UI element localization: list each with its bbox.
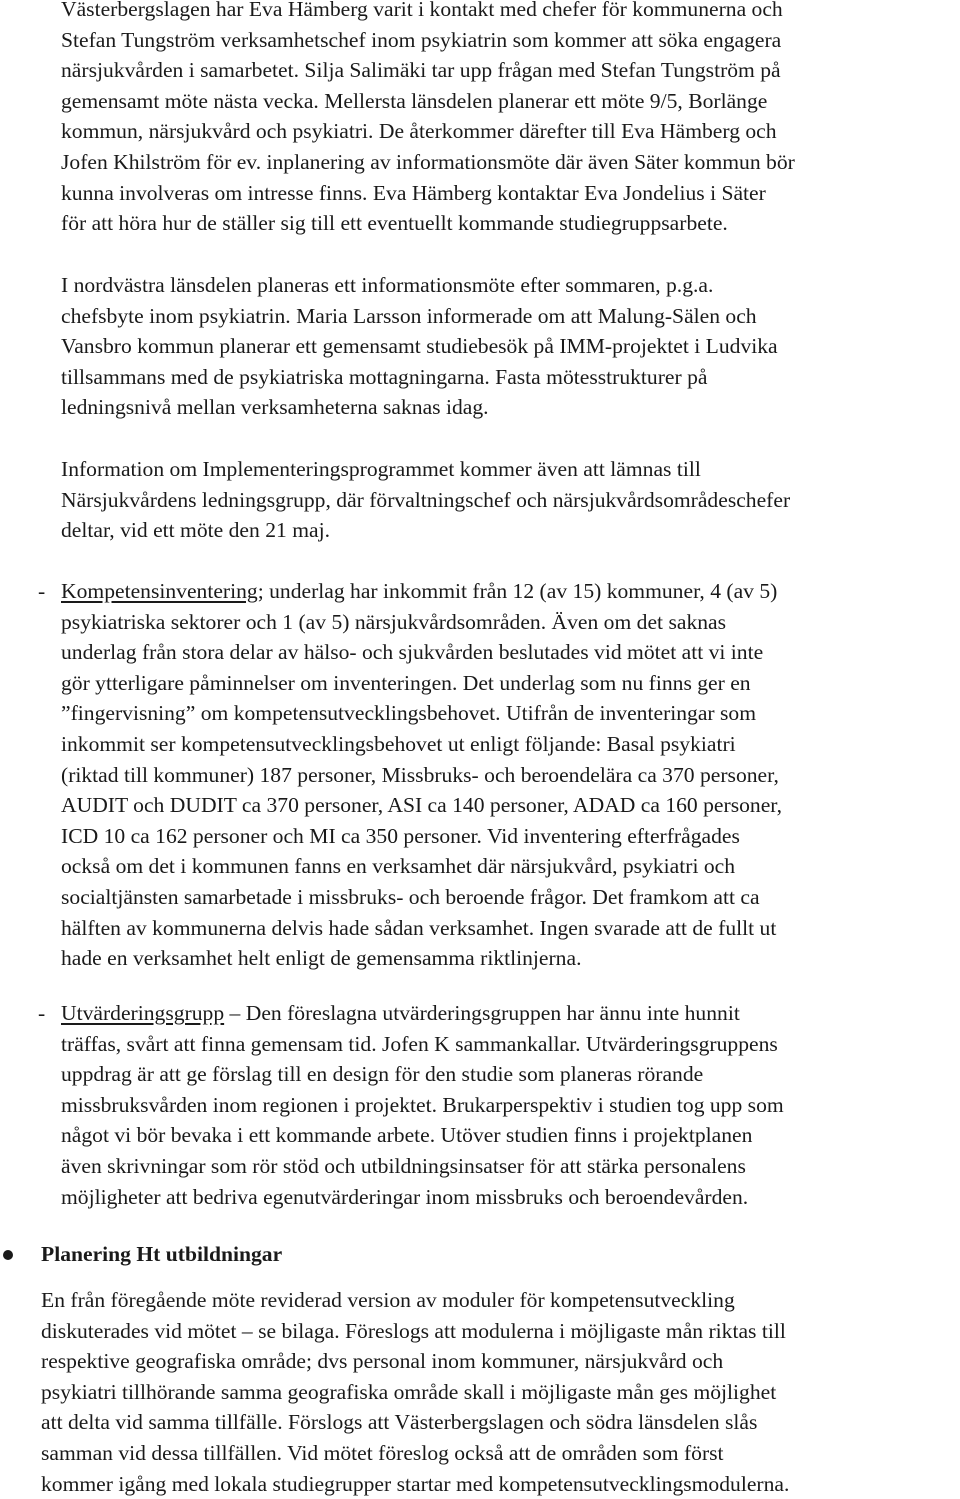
text-line: respektive geografiska område; dvs personal inom kommuner, närsjukvård och [41, 1349, 724, 1374]
text-line: psykiatri tillhörande samma geografiska område skall i möjligaste mån ges möjlighet [41, 1379, 777, 1404]
text-line: deltar, vid ett möte den 21 maj. [61, 518, 330, 543]
text-line: närsjukvården i samarbetet. Silja Salimäki tar upp frågan med Stefan Tungström på [61, 58, 781, 83]
text-line: Stefan Tungström verksamhetschef inom psykiatrin som kommer att söka engagera [61, 27, 782, 52]
text-line: Information om Implementeringsprogrammet kommer även att lämnas till [61, 457, 701, 481]
text-line: uppdrag är att ge förslag till en design för den studie som planeras rörande [61, 1062, 704, 1087]
item-heading-rest: – Den föreslagna utvärderingsgruppen har ännu inte hunnit [224, 1001, 740, 1025]
text-line: samman vid dessa tillfällen. Vid mötet föreslog också att de områden som först [41, 1441, 724, 1465]
text-line [61, 998, 740, 1029]
text-line: träffas, svårt att finna gemensam tid. Jofen K sammankallar. Utvärderingsgruppens [61, 1031, 778, 1056]
text-line: chefsbyte inom psykiatrin. Maria Larsson informerade om att Malung-Sälen och [61, 303, 757, 328]
text-line: ledningsnivå mellan verksamheterna saknas idag. [61, 395, 489, 420]
text-line: hälften av kommunerna delvis hade sådan verksamhet. Ingen svarade att de fullt ut [61, 915, 777, 940]
text-line: kommer igång med lokala studiegrupper startar med kompetensutvecklingsmodulerna. [41, 1471, 790, 1496]
text-line: missbruksvården inom regionen i projektet. Brukarperspektiv i studien tog upp som [61, 1092, 784, 1117]
list-dash: - [38, 1001, 46, 1025]
text-line: möjligheter att bedriva egenutvärderingar inom missbruks och beroendevården. [61, 1184, 749, 1209]
text-line: kommun, närsjukvård och psykiatri. De återkommer därefter till Eva Hämberg och [61, 119, 777, 144]
text-line [61, 576, 777, 607]
text-line: Vansbro kommun planerar ett gemensamt studiebesök på IMM-projektet i Ludvika [61, 334, 778, 359]
text-line: En från föregående möte reviderad version av moduler för kompetensutveckling [41, 1288, 735, 1312]
text-line: Jofen Khilström för ev. inplanering av informationsmöte där även Säter kommun bör [61, 150, 795, 174]
text-line: underlag från stora delar av hälso- och sjukvården beslutades vid mötet att vi inte [61, 640, 764, 665]
text-line: tillsammans med de psykiatriska mottagningarna. Fasta mötesstrukturer på [61, 364, 708, 389]
text-line: Närsjukvårdens ledningsgrupp, där förvaltningschef och närsjukvårdsområdeschefer [61, 487, 791, 512]
item-heading: Kompetensinventering [61, 579, 258, 603]
text-line: Västerbergslagen har Eva Hämberg varit i kontakt med chefer för kommunerna och [61, 0, 783, 21]
text-line: (riktad till kommuner) 187 personer, Missbruks- och beroendelära ca 370 personer, [61, 762, 779, 787]
text-line: gemensamt möte nästa vecka. Mellersta länsdelen planerar ett möte 9/5, Borlänge [61, 88, 768, 113]
text-line: diskuterades vid mötet – se bilaga. Föreslogs att modulerna i möjligaste mån riktas till [41, 1318, 786, 1343]
text-line: något vi bör bevaka i ett kommande arbete. Utöver studien finns i projektplanen [61, 1123, 753, 1148]
text-line: hade en verksamhet helt enligt de gemensamma riktlinjerna. [61, 946, 582, 971]
text-line: gör ytterligare påminnelser om inventeringen. Det underlag som nu finns ger en [61, 670, 751, 695]
text-line: socialtjänsten samarbetade i missbruks- och beroende frågor. Det framkom att ca [61, 885, 760, 909]
text-line: att delta vid samma tillfälle. Förslogs att Västerbergslagen och södra länsdelen slås [41, 1410, 758, 1435]
text-line: inkommit ser kompetensutvecklingsbehovet ut enligt följande: Basal psykiatri [61, 732, 736, 756]
text-line: I nordvästra länsdelen planeras ett informationsmöte efter sommaren, p.g.a. [61, 273, 714, 297]
text-line: AUDIT och DUDIT ca 370 personer, ASI ca 140 personer, ADAD ca 160 personer, [61, 793, 783, 818]
section-heading: Planering Ht utbildningar [41, 1242, 283, 1266]
text-line: kunna involveras om intresse finns. Eva Hämberg kontaktar Eva Jondelius i Säter [61, 180, 766, 205]
text-line: ICD 10 ca 162 personer och MI ca 350 personer. Vid inventering efterfrågades [61, 823, 740, 848]
text-line: även skrivningar som rör stöd och utbildningsinsatser för att stärka personalens [61, 1154, 746, 1178]
bullet-icon [3, 1250, 13, 1260]
list-dash: - [38, 579, 46, 603]
text-line: ”fingervisning” om kompetensutvecklingsbehovet. Utifrån de inventeringar som [61, 701, 757, 726]
text-line: också om det i kommunen fanns en verksamhet där närsjukvård, psykiatri och [61, 854, 736, 879]
text-line: psykiatriska sektorer och 1 (av 5) närsjukvårdsområden. Även om det saknas [61, 609, 727, 634]
item-heading: Utvärderingsgrupp [61, 1001, 225, 1025]
text-line: för att höra hur de ställer sig till ett eventuellt kommande studiegruppsarbete. [61, 211, 728, 236]
item-heading-rest: ; underlag har inkommit från 12 (av 15) kommuner, 4 (av 5) [257, 579, 778, 603]
